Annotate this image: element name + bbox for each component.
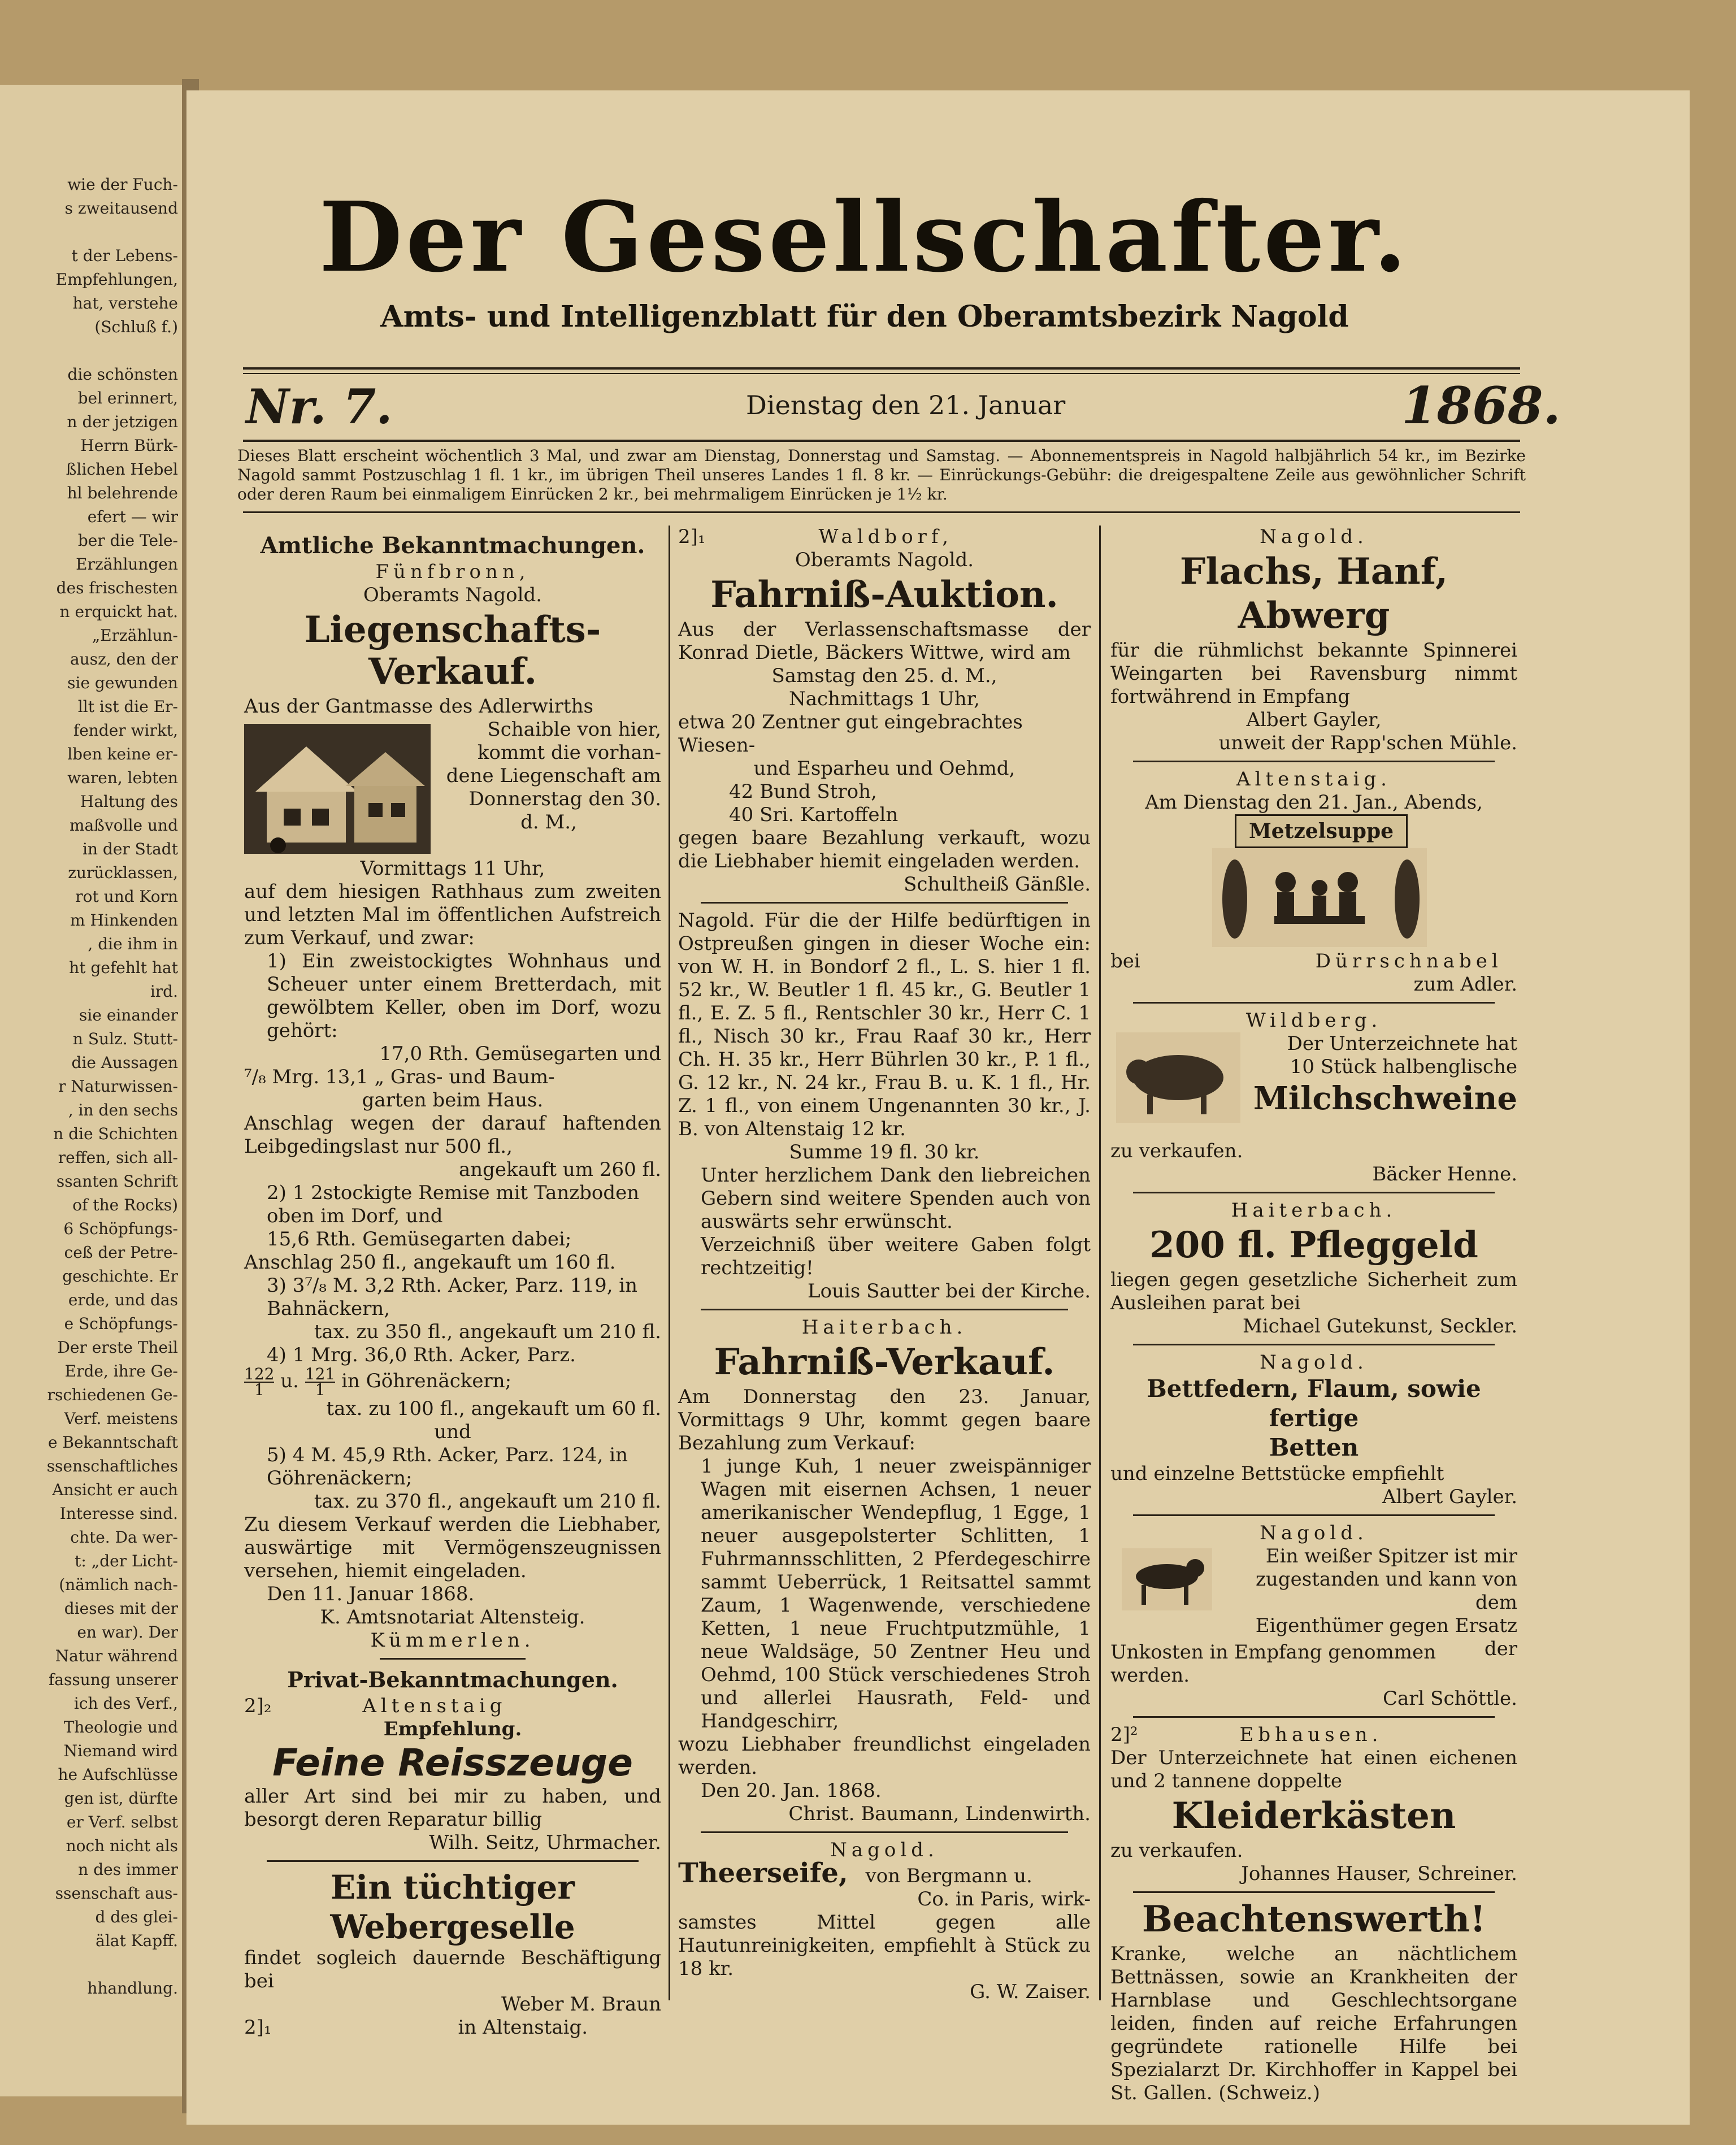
previous-page-line: fassung unserer [48, 1670, 178, 1689]
previous-page-line: ht gefehlt hat [69, 958, 178, 977]
previous-page-line: ich des Verf., [73, 1694, 178, 1713]
previous-page-line: Erzählungen [76, 555, 178, 574]
previous-page-line: waren, lebten [67, 768, 178, 787]
previous-page-line: (nämlich nach- [59, 1575, 178, 1594]
newspaper-subtitle: Amts- und Intelligenzblatt für den Oberamtsbezirk Nagold [380, 299, 1349, 334]
auktion-item-3: 42 Bund Stroh, [729, 780, 877, 803]
webergeselle-title: Ein tüchtiger Webergeselle [330, 1868, 575, 1946]
separator [1133, 1192, 1495, 1193]
previous-page-line: sie gewunden [67, 674, 178, 692]
previous-page-line: lben keine er- [67, 745, 178, 763]
previous-page-line: n die Schichten [53, 1124, 178, 1143]
previous-page-line: ber die Tele- [77, 531, 178, 550]
previous-page-line: chte. Da wer- [70, 1528, 178, 1547]
place-nagold-3: Nagold. [1260, 1522, 1368, 1544]
feine-text: aller Art sind bei mir zu haben, und besorgt deren Reparatur billig [244, 1785, 661, 1831]
fahrniss-verkauf-title: Fahrniß-Verkauf. [714, 1341, 1055, 1383]
previous-page-line: (Schluß f.) [94, 318, 178, 336]
empfehlung-label: Empfehlung. [383, 1718, 522, 1740]
item-2: 2) 1 2stockigte Remise mit Tanzboden oben im Dorf, und [267, 1182, 640, 1227]
gutekunst-signature: Michael Gutekunst, Seckler. [1242, 1315, 1517, 1338]
previous-page-line: n der jetzigen [67, 412, 178, 431]
kleiderkaesten-text: Der Unterzeichnete hat einen eichenen und 2 tannene doppelte [1110, 1747, 1517, 1792]
issue-date: Dienstag den 21. Januar [746, 390, 1066, 420]
spitzer-text-c: Eigenthümer gegen Ersatz der [1255, 1614, 1517, 1660]
fahrniss-auktion-title: Fahrniß-Auktion. [710, 574, 1058, 616]
verkauf-text: Am Donnerstag den 23. Januar, Vormittags 9 Uhr, kommt gegen baare Bezahlung zum Verkauf: [678, 1386, 1091, 1454]
column-1 [244, 531, 661, 2039]
previous-page-line: s zweitausend [64, 199, 178, 218]
schweine-text-a: Der Unterzeichnete hat [1287, 1032, 1517, 1055]
separator [1133, 1344, 1495, 1345]
previous-page-line: n Sulz. Stutt- [72, 1030, 178, 1048]
previous-page-line: „Erzählun- [92, 626, 178, 645]
spitzer-text-a: Ein weißer Spitzer ist mir [1265, 1545, 1517, 1568]
metzelsuppe-sign: Metzelsuppe [1235, 814, 1408, 848]
previous-page-line: Der erste Theil [57, 1338, 178, 1357]
separator [1133, 761, 1495, 762]
verkauf-list: 1 junge Kuh, 1 neuer zweispänniger Wagen mit eisernen Achsen, 1 neuer amerikanischer Wendepflug, 1 Egge, 1 neuer ausgepolsterter Schlitten, 1 Fuhrmannsschlitten, 2 Pferdegeschirre sammt Ueberrück, 1 Reitsattel sammt Zaum, 1 Wagenwende, verschiedene Ketten, 1 neue Fruchtputzmühle, 1 neue Waldsäge, 50 Zentner Heu und Oehmd, 100 Stück verschiedenes Stroh und allerlei Hausrath, Feld- und Handgeschirr, [701, 1455, 1091, 1733]
previous-page-line: gen ist, dürfte [64, 1789, 178, 1808]
previous-page-line: ausz, den der [70, 650, 178, 668]
separator [1133, 1716, 1495, 1718]
betten-title: Betten [1269, 1434, 1359, 1461]
place-altenstaig: Altenstaig [362, 1695, 507, 1717]
issue-year: 1868. [1401, 376, 1561, 436]
intro-c: kommt die vorhan- [477, 741, 661, 764]
intro-e: Donnerstag den 30. [468, 788, 661, 810]
item-1c: garten beim Haus. [362, 1089, 544, 1111]
auktion-item-2: und Esparheu und Oehmd, [753, 757, 1015, 780]
previous-page-line: ceß der Petre- [64, 1243, 178, 1262]
column-rule-1 [669, 526, 670, 2000]
butcher-woodcut-icon [1212, 848, 1427, 947]
previous-page-line: hhandlung. [87, 1979, 178, 1998]
pig-woodcut-icon [1116, 1032, 1240, 1123]
previous-page-line: hl belehrende [67, 484, 178, 502]
previous-page-line: t: „der Licht- [75, 1552, 178, 1570]
closing-text: Zu diesem Verkauf werden die Liebhaber, auswärtige mit Vermögenszeugnissen versehen, hiemit eingeladen. [244, 1513, 661, 1582]
previous-page-line: reffen, sich all- [58, 1148, 178, 1167]
item-1a: 17,0 Rth. Gemüsegarten und [379, 1043, 661, 1065]
previous-page-line: Theologie und [63, 1718, 178, 1736]
theerseife-text-a: von Bergmann u. [865, 1865, 1032, 1887]
theerseife-title: Theerseife, [678, 1857, 848, 1889]
previous-page-line: t der Lebens- [71, 246, 178, 265]
subscription-notice: Dieses Blatt erscheint wöchentlich 3 Mal, und zwar am Dienstag, Donnerstag und Samstag. — Abonnementspreis in Nagold halbjährlich 54 kr., im Bezirke Nagold sammt Postzuschlag 1 fl. 1 kr., im übrigen Theil unseres Landes 1 fl. 8 kr. — Einrückungs-Gebühr: die dreigespaltene Zeile aus gewöhnlicher Schrift oder deren Raum bei einmaligem Einrücken 2 kr., bei mehrmaligem Einrücken je 1½ kr. [237, 446, 1526, 503]
flachs-title: Flachs, Hanf, [1179, 550, 1448, 593]
gayler-signature: Albert Gayler, [1246, 709, 1382, 731]
separator [701, 1831, 1068, 1833]
item-1: 1) Ein zweistockigtes Wohnhaus und Scheuer unter einem Bretterdach, mit gewölbtem Keller, oben im Dorf, wozu gehört: [267, 950, 661, 1042]
auktion-closing: gegen baare Bezahlung verkauft, wozu die Liebhaber hiemit eingeladen werden. [678, 827, 1091, 872]
newspaper-title: Der Gesellschafter. [319, 181, 1410, 294]
abwerg-title: Abwerg [1238, 594, 1390, 637]
separator [701, 902, 1068, 904]
bettfedern-text: und einzelne Bettstücke empfiehlt [1110, 1462, 1444, 1485]
metzelsuppe-illustration [1110, 814, 1517, 950]
previous-page-line: he Aufschlüsse [58, 1765, 178, 1784]
previous-page-line: Haltung des [80, 792, 178, 811]
auktion-date: Samstag den 25. d. M., [771, 665, 997, 687]
item-5a: tax. zu 370 fl., angekauft um 210 fl. [314, 1490, 661, 1513]
previous-page-line: Verf. meistens [64, 1409, 178, 1428]
separator [1133, 1002, 1495, 1004]
auktion-text: Aus der Verlassenschaftsmasse der Konrad Dietle, Bäckers Wittwe, wird am [678, 618, 1091, 664]
item-3: 3) 3⁷/₈ M. 3,2 Rth. Acker, Parz. 119, in Bahnäckern, [267, 1274, 638, 1320]
previous-page-fragment [0, 85, 182, 2096]
ostpreussen-donations: Nagold. Für die der Hilfe bedürftigen in Ostpreußen gingen in dieser Woche ein: von W. H. in Bondorf 2 fl., L. S. hier 1 fl. 52 kr., W. Beutler 1 fl. 45 kr., G. Beutler 1 fl., E. Z. 5 fl., Rentschler 30 kr., Herr C. 1 fl., Nisch 30 kr., Frau Raaf 30 kr., Herr Ch. H. 35 kr., Herr Bührlen 30 kr., P. 1 fl., G. 12 kr., N. 24 kr., Frau B. u. K. 1 fl., Hr. Z. 1 fl., von einem Ungenannten 30 kr., J. B. von Altenstaig 12 kr. [678, 909, 1091, 1140]
previous-page-line: Herrn Bürk- [80, 436, 178, 455]
previous-page-line: sie einander [79, 1006, 178, 1024]
ref-mark-2: 2]₁ [244, 2016, 272, 2039]
previous-page-line: d des glei- [95, 1908, 178, 1926]
separator [1133, 1891, 1495, 1893]
section-private: Privat-Bekanntmachungen. [287, 1667, 618, 1692]
previous-page-line: llt ist die Er- [77, 697, 178, 716]
previous-page-line: n des immer [78, 1860, 178, 1879]
spitzer-text-d: Unkosten in Empfang genommen werden. [1110, 1641, 1436, 1687]
pfleggeld-title: 200 fl. Pfleggeld [1149, 1224, 1478, 1266]
schweine-text-c: zu verkaufen. [1110, 1140, 1243, 1162]
previous-page-line: älat Kapff. [96, 1931, 178, 1950]
adler-signature: zum Adler. [1413, 973, 1517, 996]
issue-number: Nr. 7. [246, 379, 393, 435]
previous-page-line: er Verf. selbst [66, 1813, 178, 1831]
place-haiterbach: Haiterbach. [801, 1316, 967, 1339]
official-signature: Kümmerlen. [370, 1629, 535, 1652]
gayler-address: unweit der Rapp'schen Mühle. [1218, 732, 1517, 754]
place-nagold-2: Nagold. [1260, 1351, 1368, 1374]
fraction-121: $\frac{121}{1}$ [305, 1365, 336, 1399]
ref-mark: 2]² [1110, 1723, 1138, 1746]
verkauf-date: Den 20. Jan. 1868. [701, 1779, 882, 1802]
item-2a: 15,6 Rth. Gemüsegarten dabei; [267, 1228, 572, 1250]
previous-page-line: rschiedenen Ge- [47, 1386, 178, 1404]
weber-signature-2: in Altenstaig. [458, 2016, 588, 2039]
previous-page-line: die schönsten [67, 365, 178, 384]
previous-page-line: wie der Fuch- [67, 175, 178, 194]
intro-line: Aus der Gantmasse des Adlerwirths [244, 695, 593, 718]
previous-page-line: hat, verstehe [72, 294, 178, 312]
item-4c: tax. zu 100 fl., angekauft um 60 fl. [326, 1397, 661, 1420]
theerseife-text-c: samstes Mittel gegen alle Hautunreinigkeiten, empfiehlt à Stück zu 18 kr. [678, 1911, 1091, 1980]
previous-page-line: efert — wir [87, 507, 178, 526]
previous-page-line: rot und Korn [75, 887, 178, 906]
previous-page-line: ssenschaftliches [46, 1457, 178, 1475]
item-4-u: u. [280, 1370, 299, 1392]
separator [267, 1860, 639, 1862]
liegenschaft-title: Liegenschafts-Verkauf. [304, 609, 601, 693]
place-altenstaig: Altenstaig. [1236, 768, 1391, 791]
place-waldborf: Waldborf, [818, 526, 953, 548]
feine-reisszeuge-title: Feine Reisszeuge [272, 1741, 633, 1784]
previous-page-line: r Naturwissen- [58, 1077, 178, 1096]
verkauf-closing: wozu Liebhaber freundlichst eingeladen werden. [678, 1733, 1091, 1779]
auktion-time: Nachmittags 1 Uhr, [788, 688, 980, 710]
place-wildberg: Wildberg. [1245, 1009, 1382, 1032]
notice-rule [243, 511, 1520, 513]
zaiser-signature: G. W. Zaiser. [970, 1981, 1091, 2003]
place-haiterbach: Haiterbach. [1231, 1199, 1397, 1222]
previous-page-line: Erde, ihre Ge- [64, 1362, 178, 1380]
theerseife-text-b: Co. in Paris, wirk- [917, 1888, 1091, 1910]
place-fuenfbronn: Fünfbronn, [375, 561, 530, 583]
beachtenswerth-text: Kranke, welche an nächtlichem Bettnässen, sowie an Krankheiten der Harnblase und Geschlechtsorgane leiden, finden auf reiche Erfahrungen gegründete rationelle Hilfe bei Spezialarzt Dr. Kirchhoffer in Kappel bei St. Gallen. (Schweiz.) [1110, 1943, 1517, 2104]
milchschweine-title: Milchschweine [1253, 1080, 1517, 1117]
previous-page-line: fender wirkt, [73, 721, 178, 740]
item-4: 4) 1 Mrg. 36,0 Rth. Acker, Parz. [267, 1344, 576, 1366]
previous-page-line: Ansicht er auch [52, 1480, 178, 1499]
bei-label: bei [1110, 950, 1140, 972]
thanks-text: Unter herzlichem Dank den liebreichen Gebern sind weitere Spenden auch von auswärts sehr erwünscht. [701, 1164, 1091, 1233]
weber-signature-1: Weber M. Braun [501, 1993, 661, 2016]
previous-page-line: Natur während [55, 1647, 178, 1665]
masthead-rule-thin [243, 373, 1520, 374]
kleiderkaesten-text-b: zu verkaufen. [1110, 1839, 1243, 1862]
previous-page-line: Empfehlungen, [55, 270, 178, 289]
item-1e: angekauft um 260 fl. [458, 1158, 661, 1181]
previous-page-line: die Aussagen [71, 1053, 178, 1072]
auktion-item-4: 40 Sri. Kartoffeln [729, 804, 899, 826]
gayler-signature-2: Albert Gayler. [1382, 1486, 1517, 1508]
item-4b: in Göhrenäckern; [341, 1370, 512, 1392]
previous-page-line: Interesse sind. [59, 1504, 178, 1523]
column-3 [1110, 526, 1517, 2105]
donation-sum: Summe 19 fl. 30 kr. [789, 1141, 980, 1163]
previous-page-line: erde, und das [68, 1291, 178, 1309]
previous-page-line: geschichte. Er [62, 1267, 178, 1286]
intro-f: d. M., [520, 811, 577, 833]
flachs-text: für die rühmlichst bekannte Spinnerei Weingarten bei Ravensburg nimmt fortwährend in Empfang [1110, 639, 1517, 708]
beachtenswerth-title: Beachtenswerth! [1142, 1898, 1486, 1940]
previous-page-line: ird. [150, 982, 178, 1001]
place-nagold: Nagold. [1260, 526, 1368, 548]
previous-page-line: bel erinnert, [77, 389, 178, 407]
fraction-122: $\frac{122}{1}$ [244, 1365, 275, 1399]
previous-page-line: ssenschaft aus- [55, 1884, 178, 1903]
previous-page-line: Niemand wird [63, 1742, 178, 1760]
auktion-item-1: etwa 20 Zentner gut eingebrachtes Wiesen- [678, 711, 1023, 757]
schoettle-signature: Carl Schöttle. [1382, 1687, 1517, 1710]
kleiderkaesten-title: Kleiderkästen [1171, 1795, 1456, 1837]
masthead-rule-bottom [243, 440, 1520, 442]
duerrschnabel-signature: Dürrschnabel [1315, 950, 1503, 972]
item-1b: Mrg. 13,1 „ Gras- und Baum- [272, 1066, 555, 1088]
house-woodcut-icon [244, 724, 431, 854]
separator [380, 1658, 526, 1660]
baumann-signature: Christ. Baumann, Lindenwirth. [788, 1803, 1091, 1825]
item-2b: Anschlag 250 fl., angekauft um 160 fl. [244, 1251, 616, 1274]
previous-page-line: ßlichen Hebel [66, 460, 178, 479]
body-text: auf dem hiesigen Rathhaus zum zweiten und letzten Mal im öffentlichen Aufstreich zum Verkauf, und zwar: [244, 880, 661, 949]
intro-b: Schaible von hier, [487, 718, 661, 741]
item-4d: und [434, 1421, 471, 1443]
section-official: Amtliche Bekanntmachungen. [260, 532, 645, 559]
previous-page-line: e Schöpfungs- [64, 1314, 178, 1333]
dated-line: Den 11. Januar 1868. [267, 1583, 475, 1605]
separator [1133, 1514, 1495, 1516]
place-nagold: Nagold. [830, 1839, 939, 1861]
previous-page-line: e Bekanntschaft [48, 1433, 178, 1452]
weber-text: findet sogleich dauernde Beschäftigung bei [244, 1947, 661, 1992]
item-1d: Anschlag wegen der darauf haftenden Leibgedingslast nur 500 fl., [244, 1112, 661, 1158]
previous-page-line: des frischesten [56, 579, 178, 597]
previous-page-line: zurücklassen, [68, 863, 178, 882]
sautter-signature: Louis Sautter bei der Kirche. [808, 1280, 1091, 1302]
previous-page-line: in der Stadt [83, 840, 178, 858]
auktion-signature: Schultheiß Gänßle. [904, 873, 1091, 896]
previous-page-line: m Hinkenden [70, 911, 178, 930]
column-2 [678, 526, 1091, 2004]
intro-g: Vormittags 11 Uhr, [360, 857, 545, 880]
previous-page-line: maßvolle und [70, 816, 178, 835]
oberamt-label: Oberamts Nagold. [363, 584, 542, 606]
place-ebhausen: Ebhausen. [1239, 1723, 1383, 1746]
ref-mark: 2]₂ [244, 1695, 272, 1717]
item-3a: tax. zu 350 fl., angekauft um 210 fl. [314, 1321, 661, 1343]
previous-page-line: en war). Der [77, 1623, 178, 1642]
feine-signature: Wilh. Seitz, Uhrmacher. [429, 1831, 661, 1854]
oberamt-label: Oberamts Nagold. [795, 549, 974, 571]
schweine-text-b: 10 Stück halbenglische [1290, 1056, 1517, 1078]
previous-page-line: of the Rocks) [72, 1196, 178, 1214]
intro-d: dene Liegenschaft am [446, 765, 661, 787]
previous-page-line: , die ihm in [88, 935, 178, 953]
previous-page-line: , in den sechs [68, 1101, 178, 1119]
list-follows: Verzeichniß über weitere Gaben folgt rechtzeitig! [701, 1234, 1091, 1279]
dog-woodcut-icon [1122, 1548, 1212, 1610]
separator [701, 1309, 1068, 1310]
item-5: 5) 4 M. 45,9 Rth. Acker, Parz. 124, in Göhrenäckern; [267, 1444, 628, 1490]
previous-page-line: n erquickt hat. [59, 602, 178, 621]
column-rule-2 [1099, 526, 1101, 2000]
spitzer-text-b: zugestanden und kann von dem [1256, 1568, 1517, 1614]
item-1b-frac: ⁷/₈ [244, 1066, 266, 1088]
henne-signature: Bäcker Henne. [1372, 1163, 1517, 1186]
previous-page-line: 6 Schöpfungs- [63, 1219, 178, 1238]
bettfedern-title: Bettfedern, Flaum, sowie fertige [1147, 1375, 1481, 1432]
hauser-signature: Johannes Hauser, Schreiner. [1241, 1862, 1517, 1885]
metzelsuppe-date: Am Dienstag den 21. Jan., Abends, [1145, 791, 1483, 814]
previous-page-line: ssanten Schrift [56, 1172, 178, 1191]
ref-mark: 2]₁ [678, 526, 706, 548]
masthead-rule-top [243, 367, 1520, 370]
pfleggeld-text: liegen gegen gesetzliche Sicherheit zum Ausleihen parat bei [1110, 1269, 1517, 1314]
notary-office: K. Amtsnotariat Altensteig. [320, 1606, 585, 1629]
previous-page-line: noch nicht als [66, 1836, 178, 1855]
previous-page-line: dieses mit der [64, 1599, 178, 1618]
